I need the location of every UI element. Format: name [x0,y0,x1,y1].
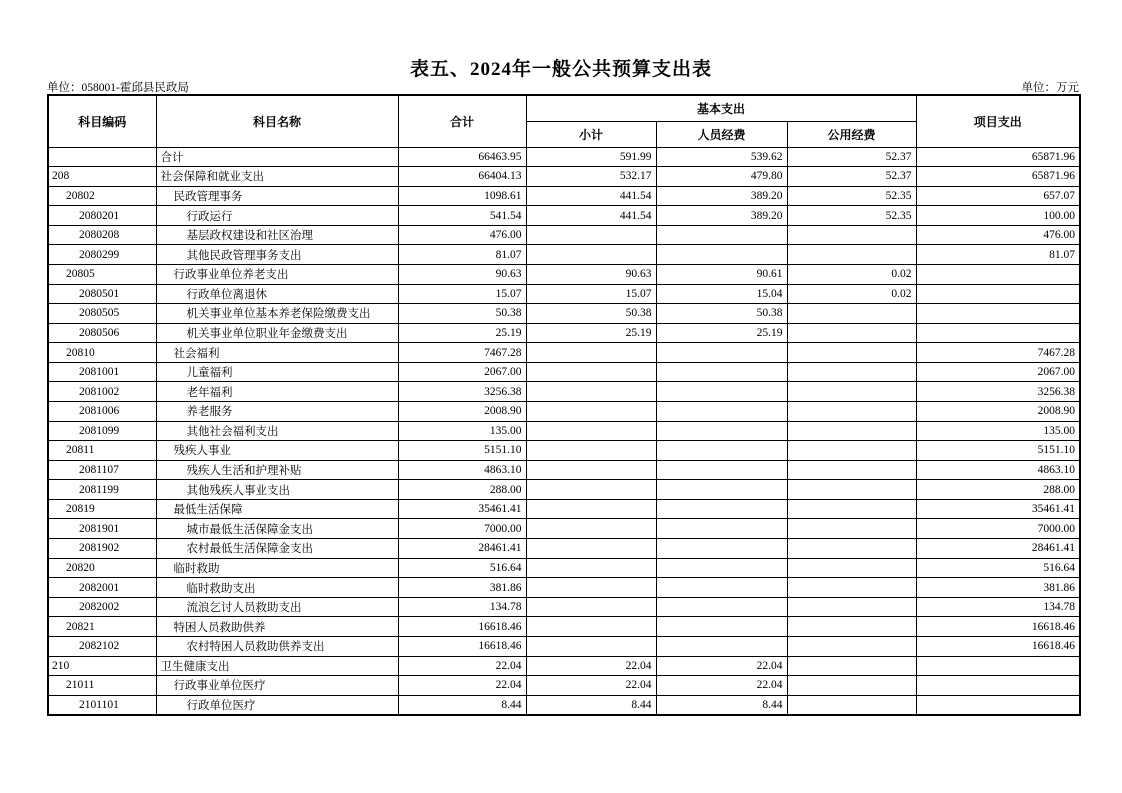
cell-total: 35461.41 [398,499,526,519]
cell-name: 其他民政管理事务支出 [156,245,398,265]
cell-code: 2081199 [48,480,156,500]
cell-name: 农村最低生活保障金支出 [156,539,398,559]
cell-total: 4863.10 [398,460,526,480]
cell-code: 2080208 [48,225,156,245]
cell-name: 其他残疾人事业支出 [156,480,398,500]
cell-public [787,499,916,519]
cell-personnel: 50.38 [656,304,787,324]
cell-public [787,617,916,637]
budget-table [47,94,1081,716]
cell-personnel: 389.20 [656,206,787,226]
cell-basic-subtotal [526,636,656,656]
cell-total: 1098.61 [398,186,526,206]
unit-label-left: 单位：058001-霍邱县民政局 [47,82,189,94]
header-code: 科目编码 [48,95,156,147]
cell-project: 2067.00 [916,362,1080,382]
cell-name: 合计 [156,147,398,167]
cell-code: 2081902 [48,539,156,559]
cell-basic-subtotal [526,225,656,245]
cell-public [787,323,916,343]
cell-public: 52.37 [787,147,916,167]
cell-basic-subtotal: 22.04 [526,676,656,696]
table-row [48,539,1080,559]
cell-project: 65871.96 [916,167,1080,187]
cell-name: 农村特困人员救助供养支出 [156,636,398,656]
cell-basic-subtotal [526,402,656,422]
cell-name: 残疾人事业 [156,441,398,461]
cell-public [787,539,916,559]
cell-name: 临时救助支出 [156,578,398,598]
table-row [48,225,1080,245]
cell-basic-subtotal [526,519,656,539]
cell-name: 机关事业单位基本养老保险缴费支出 [156,304,398,324]
cell-public [787,343,916,363]
table-row [48,362,1080,382]
cell-name: 养老服务 [156,402,398,422]
cell-personnel [656,636,787,656]
cell-basic-subtotal [526,362,656,382]
cell-total: 134.78 [398,597,526,617]
cell-project: 381.86 [916,578,1080,598]
cell-basic-subtotal: 90.63 [526,264,656,284]
cell-personnel [656,539,787,559]
cell-public [787,656,916,676]
table-row [48,421,1080,441]
cell-total: 50.38 [398,304,526,324]
table-row [48,676,1080,696]
cell-public [787,460,916,480]
cell-personnel: 539.62 [656,147,787,167]
cell-name: 社会福利 [156,343,398,363]
cell-basic-subtotal [526,499,656,519]
table-row [48,343,1080,363]
cell-code: 21011 [48,676,156,696]
cell-personnel: 8.44 [656,695,787,715]
cell-personnel: 25.19 [656,323,787,343]
cell-name: 城市最低生活保障金支出 [156,519,398,539]
cell-code: 20821 [48,617,156,637]
cell-name: 社会保障和就业支出 [156,167,398,187]
cell-project: 5151.10 [916,441,1080,461]
cell-public: 52.37 [787,167,916,187]
cell-name: 行政运行 [156,206,398,226]
cell-code: 2080299 [48,245,156,265]
cell-personnel [656,245,787,265]
cell-basic-subtotal: 50.38 [526,304,656,324]
cell-code: 20802 [48,186,156,206]
cell-total: 288.00 [398,480,526,500]
cell-total: 476.00 [398,225,526,245]
cell-public [787,362,916,382]
table-row [48,167,1080,187]
cell-code: 2080506 [48,323,156,343]
cell-public [787,519,916,539]
cell-project: 288.00 [916,480,1080,500]
cell-basic-subtotal [526,578,656,598]
cell-code: 20805 [48,264,156,284]
cell-total: 28461.41 [398,539,526,559]
cell-basic-subtotal [526,597,656,617]
cell-personnel [656,441,787,461]
cell-total: 16618.46 [398,617,526,637]
cell-public: 0.02 [787,284,916,304]
cell-code [48,147,156,167]
cell-project: 7467.28 [916,343,1080,363]
table-row [48,499,1080,519]
cell-project [916,323,1080,343]
cell-basic-subtotal [526,539,656,559]
cell-personnel: 22.04 [656,656,787,676]
cell-code: 2080201 [48,206,156,226]
header-personnel: 人员经费 [656,121,787,147]
cell-total: 516.64 [398,558,526,578]
cell-code: 2081006 [48,402,156,422]
cell-total: 66404.13 [398,167,526,187]
cell-public [787,597,916,617]
cell-public: 0.02 [787,264,916,284]
cell-basic-subtotal [526,441,656,461]
cell-code: 20820 [48,558,156,578]
cell-total: 15.07 [398,284,526,304]
cell-public [787,578,916,598]
cell-personnel [656,480,787,500]
cell-code: 2082102 [48,636,156,656]
cell-basic-subtotal: 591.99 [526,147,656,167]
cell-project: 16618.46 [916,636,1080,656]
cell-total: 81.07 [398,245,526,265]
cell-personnel [656,558,787,578]
cell-name: 行政事业单位养老支出 [156,264,398,284]
cell-project [916,304,1080,324]
cell-name: 民政管理事务 [156,186,398,206]
cell-total: 7467.28 [398,343,526,363]
cell-personnel: 389.20 [656,186,787,206]
cell-personnel [656,460,787,480]
table-row [48,519,1080,539]
cell-public [787,558,916,578]
cell-personnel [656,402,787,422]
table-row [48,382,1080,402]
cell-name: 基层政权建设和社区治理 [156,225,398,245]
cell-project: 4863.10 [916,460,1080,480]
cell-basic-subtotal [526,245,656,265]
cell-total: 66463.95 [398,147,526,167]
cell-basic-subtotal [526,460,656,480]
cell-public: 52.35 [787,206,916,226]
table-row [48,147,1080,167]
cell-total: 8.44 [398,695,526,715]
cell-project [916,676,1080,696]
cell-personnel: 90.61 [656,264,787,284]
cell-personnel [656,617,787,637]
cell-total: 5151.10 [398,441,526,461]
table-row [48,402,1080,422]
cell-project: 16618.46 [916,617,1080,637]
table-row [48,186,1080,206]
table-row [48,480,1080,500]
cell-project: 2008.90 [916,402,1080,422]
cell-personnel: 22.04 [656,676,787,696]
table-row [48,284,1080,304]
cell-basic-subtotal: 25.19 [526,323,656,343]
header-project: 项目支出 [916,95,1080,147]
cell-name: 行政事业单位医疗 [156,676,398,696]
cell-basic-subtotal: 22.04 [526,656,656,676]
table-row [48,636,1080,656]
cell-code: 2101101 [48,695,156,715]
cell-basic-subtotal [526,558,656,578]
table-row [48,264,1080,284]
cell-project: 35461.41 [916,499,1080,519]
cell-project [916,695,1080,715]
cell-personnel [656,499,787,519]
cell-total: 2067.00 [398,362,526,382]
cell-basic-subtotal: 15.07 [526,284,656,304]
table-row [48,597,1080,617]
cell-basic-subtotal: 441.54 [526,186,656,206]
cell-project: 3256.38 [916,382,1080,402]
table-row [48,558,1080,578]
cell-code: 2081001 [48,362,156,382]
cell-name: 最低生活保障 [156,499,398,519]
cell-personnel: 479.80 [656,167,787,187]
cell-basic-subtotal [526,617,656,637]
cell-project: 134.78 [916,597,1080,617]
cell-public [787,480,916,500]
cell-name: 其他社会福利支出 [156,421,398,441]
cell-personnel [656,225,787,245]
cell-basic-subtotal [526,421,656,441]
cell-personnel [656,597,787,617]
cell-code: 2080501 [48,284,156,304]
cell-name: 老年福利 [156,382,398,402]
cell-public [787,304,916,324]
cell-total: 90.63 [398,264,526,284]
cell-total: 541.54 [398,206,526,226]
header-total: 合计 [398,95,526,147]
cell-public [787,676,916,696]
cell-name: 残疾人生活和护理补贴 [156,460,398,480]
cell-personnel: 15.04 [656,284,787,304]
header-name: 科目名称 [156,95,398,147]
cell-name: 儿童福利 [156,362,398,382]
cell-public [787,225,916,245]
cell-basic-subtotal: 532.17 [526,167,656,187]
cell-basic-subtotal [526,343,656,363]
table-row [48,578,1080,598]
cell-public [787,402,916,422]
cell-project: 81.07 [916,245,1080,265]
cell-project: 100.00 [916,206,1080,226]
cell-code: 2080505 [48,304,156,324]
cell-project [916,264,1080,284]
cell-code: 2082002 [48,597,156,617]
header-basic-subtotal: 小计 [526,121,656,147]
cell-project: 516.64 [916,558,1080,578]
meta-row [47,79,1079,95]
cell-public [787,636,916,656]
cell-project: 476.00 [916,225,1080,245]
table-row [48,617,1080,637]
cell-public [787,245,916,265]
table-row [48,695,1080,715]
cell-project: 135.00 [916,421,1080,441]
cell-personnel [656,519,787,539]
cell-public [787,382,916,402]
cell-total: 25.19 [398,323,526,343]
cell-personnel [656,421,787,441]
cell-public [787,695,916,715]
cell-code: 20819 [48,499,156,519]
table-header [48,95,1080,147]
cell-total: 22.04 [398,656,526,676]
table-row [48,460,1080,480]
cell-public [787,441,916,461]
cell-name: 行政单位医疗 [156,695,398,715]
cell-personnel [656,382,787,402]
cell-name: 机关事业单位职业年金缴费支出 [156,323,398,343]
header-public: 公用经费 [787,121,916,147]
cell-project: 657.07 [916,186,1080,206]
table-row [48,323,1080,343]
cell-basic-subtotal [526,480,656,500]
cell-public [787,421,916,441]
table-row [48,206,1080,226]
cell-project: 7000.00 [916,519,1080,539]
cell-total: 381.86 [398,578,526,598]
cell-code: 210 [48,656,156,676]
cell-code: 2082001 [48,578,156,598]
cell-total: 2008.90 [398,402,526,422]
cell-name: 特困人员救助供养 [156,617,398,637]
cell-personnel [656,578,787,598]
cell-total: 22.04 [398,676,526,696]
cell-total: 7000.00 [398,519,526,539]
cell-total: 135.00 [398,421,526,441]
cell-personnel [656,343,787,363]
cell-public: 52.35 [787,186,916,206]
cell-total: 16618.46 [398,636,526,656]
cell-name: 流浪乞讨人员救助支出 [156,597,398,617]
cell-code: 208 [48,167,156,187]
cell-basic-subtotal: 8.44 [526,695,656,715]
table-row [48,441,1080,461]
cell-project [916,284,1080,304]
cell-project: 28461.41 [916,539,1080,559]
table-row [48,245,1080,265]
cell-basic-subtotal: 441.54 [526,206,656,226]
cell-code: 2081107 [48,460,156,480]
cell-project [916,656,1080,676]
cell-total: 3256.38 [398,382,526,402]
cell-code: 2081901 [48,519,156,539]
cell-code: 2081002 [48,382,156,402]
header-basic-group: 基本支出 [526,95,916,121]
page-title: 表五、2024年一般公共预算支出表 [409,59,712,80]
cell-personnel [656,362,787,382]
table-body [48,147,1080,715]
table-row [48,656,1080,676]
table-row [48,304,1080,324]
cell-name: 卫生健康支出 [156,656,398,676]
cell-code: 2081099 [48,421,156,441]
cell-name: 临时救助 [156,558,398,578]
cell-basic-subtotal [526,382,656,402]
unit-label-right: 单位：万元 [1021,82,1079,94]
cell-name: 行政单位离退休 [156,284,398,304]
cell-project: 65871.96 [916,147,1080,167]
cell-code: 20810 [48,343,156,363]
cell-code: 20811 [48,441,156,461]
